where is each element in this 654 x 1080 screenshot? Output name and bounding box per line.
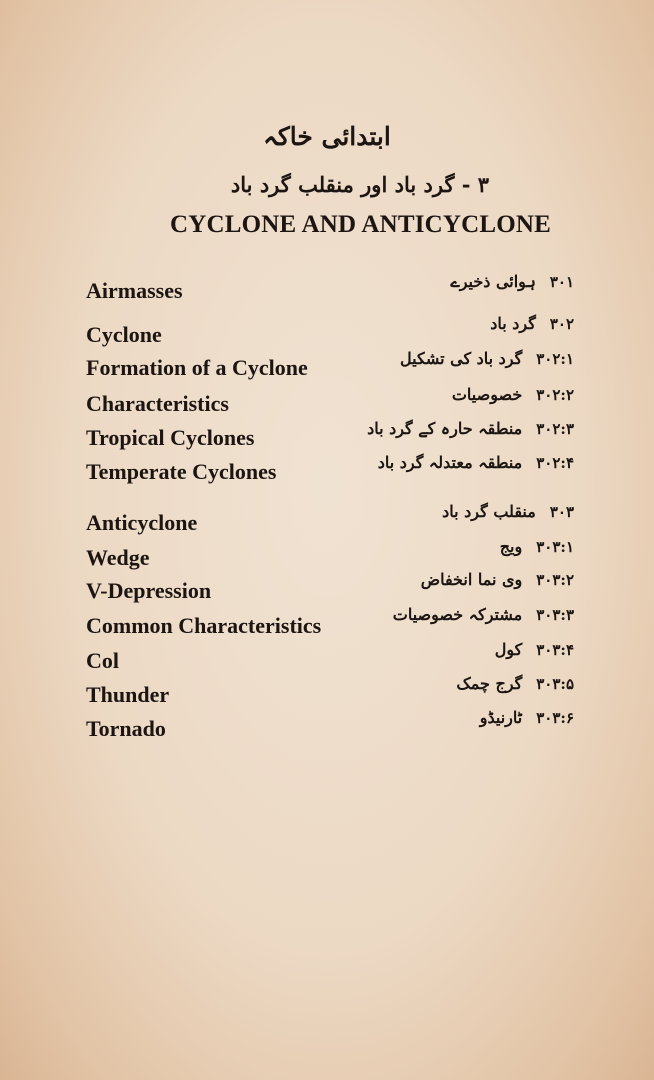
entry-english: Characteristics — [86, 391, 229, 416]
entry-english: Common Characteristics — [86, 613, 322, 638]
toc-entry — [0, 419, 654, 453]
entry-urdu-group — [367, 419, 574, 438]
entry-urdu-group — [421, 570, 574, 589]
entry-urdu-group — [450, 272, 574, 291]
entry-urdu-group — [495, 640, 574, 659]
page-title-urdu: ابتدائی خاکہ — [263, 122, 391, 151]
entry-urdu-group — [378, 453, 574, 472]
toc-entry — [0, 674, 654, 708]
entry-urdu: گرد باد کی تشکیل — [400, 349, 523, 368]
entry-number: ۳۰۲ — [549, 315, 574, 333]
toc-entry — [0, 708, 654, 742]
chapter-title-urdu: ۳ - گرد باد اور منقلب گرد باد — [230, 172, 490, 197]
entry-english: Temperate Cyclones — [86, 459, 277, 484]
entry-urdu: مشترکہ خصوصیات — [392, 605, 523, 624]
entry-urdu-group — [500, 537, 574, 556]
entry-urdu: منطقہ حارہ کے گرد باد — [367, 419, 523, 438]
toc-entry — [0, 605, 654, 639]
entry-urdu: منطقہ معتدلہ گرد باد — [377, 453, 523, 472]
entry-english: Tropical Cyclones — [86, 425, 255, 450]
entry-number: ۳۰۳:۵ — [536, 675, 574, 693]
entry-urdu: گرج چمک — [456, 674, 523, 693]
entry-english: V-Depression — [86, 578, 212, 603]
toc-entry — [0, 453, 654, 487]
entry-urdu: خصوصیات — [451, 385, 523, 404]
entry-english: Cyclone — [86, 322, 162, 347]
entry-urdu-group — [480, 708, 574, 727]
entry-english: Anticyclone — [86, 510, 198, 535]
entry-number: ۳۰۳:۳ — [536, 606, 574, 624]
entry-english: Wedge — [86, 545, 150, 570]
entry-number: ۳۰۲:۱ — [536, 350, 574, 368]
entry-urdu: ٹارنیڈو — [479, 708, 523, 727]
entry-english: Airmasses — [86, 278, 183, 303]
entry-english: Tornado — [86, 716, 166, 741]
entry-urdu-group — [393, 605, 574, 624]
entry-urdu-group — [490, 314, 574, 333]
entry-number: ۳۰۲:۲ — [536, 386, 574, 404]
toc-entry — [0, 640, 654, 674]
toc-entry — [0, 314, 654, 348]
entry-english: Formation of a Cyclone — [86, 355, 308, 380]
entry-number: ۳۰۳:۲ — [536, 571, 574, 589]
entry-number: ۳۰۳ — [549, 503, 574, 521]
chapter-title-english: CYCLONE AND ANTICYCLONE — [170, 211, 552, 238]
entry-urdu: وی نما انخفاض — [420, 570, 523, 589]
entry-number: ۳۰۲:۴ — [536, 454, 574, 472]
entry-number: ۳۰۲:۳ — [536, 420, 574, 438]
entry-number: ۳۰۳:۴ — [536, 641, 574, 659]
toc-entry — [0, 349, 654, 383]
entry-urdu-group — [452, 385, 574, 404]
entry-urdu-group — [456, 674, 574, 693]
entry-english: Thunder — [86, 682, 170, 707]
toc-entry — [0, 502, 654, 536]
entry-urdu: منقلب گرد باد — [442, 502, 536, 521]
toc-entry — [0, 570, 654, 604]
entry-urdu-group — [442, 502, 574, 521]
entry-number: ۳۰۳:۱ — [536, 538, 574, 556]
toc-entry — [0, 385, 654, 419]
toc-entry — [0, 272, 654, 306]
entry-english: Col — [86, 648, 119, 673]
entry-urdu: ویج — [499, 537, 523, 556]
toc-entry — [0, 537, 654, 571]
entry-urdu: ہوائی ذخیرے — [450, 272, 536, 291]
entry-urdu-group — [400, 349, 574, 368]
entry-urdu: کول — [494, 640, 523, 659]
entry-number: ۳۰۳:۶ — [536, 709, 574, 727]
entry-number: ۳۰۱ — [549, 273, 574, 291]
entry-urdu: گرد باد — [490, 314, 536, 333]
